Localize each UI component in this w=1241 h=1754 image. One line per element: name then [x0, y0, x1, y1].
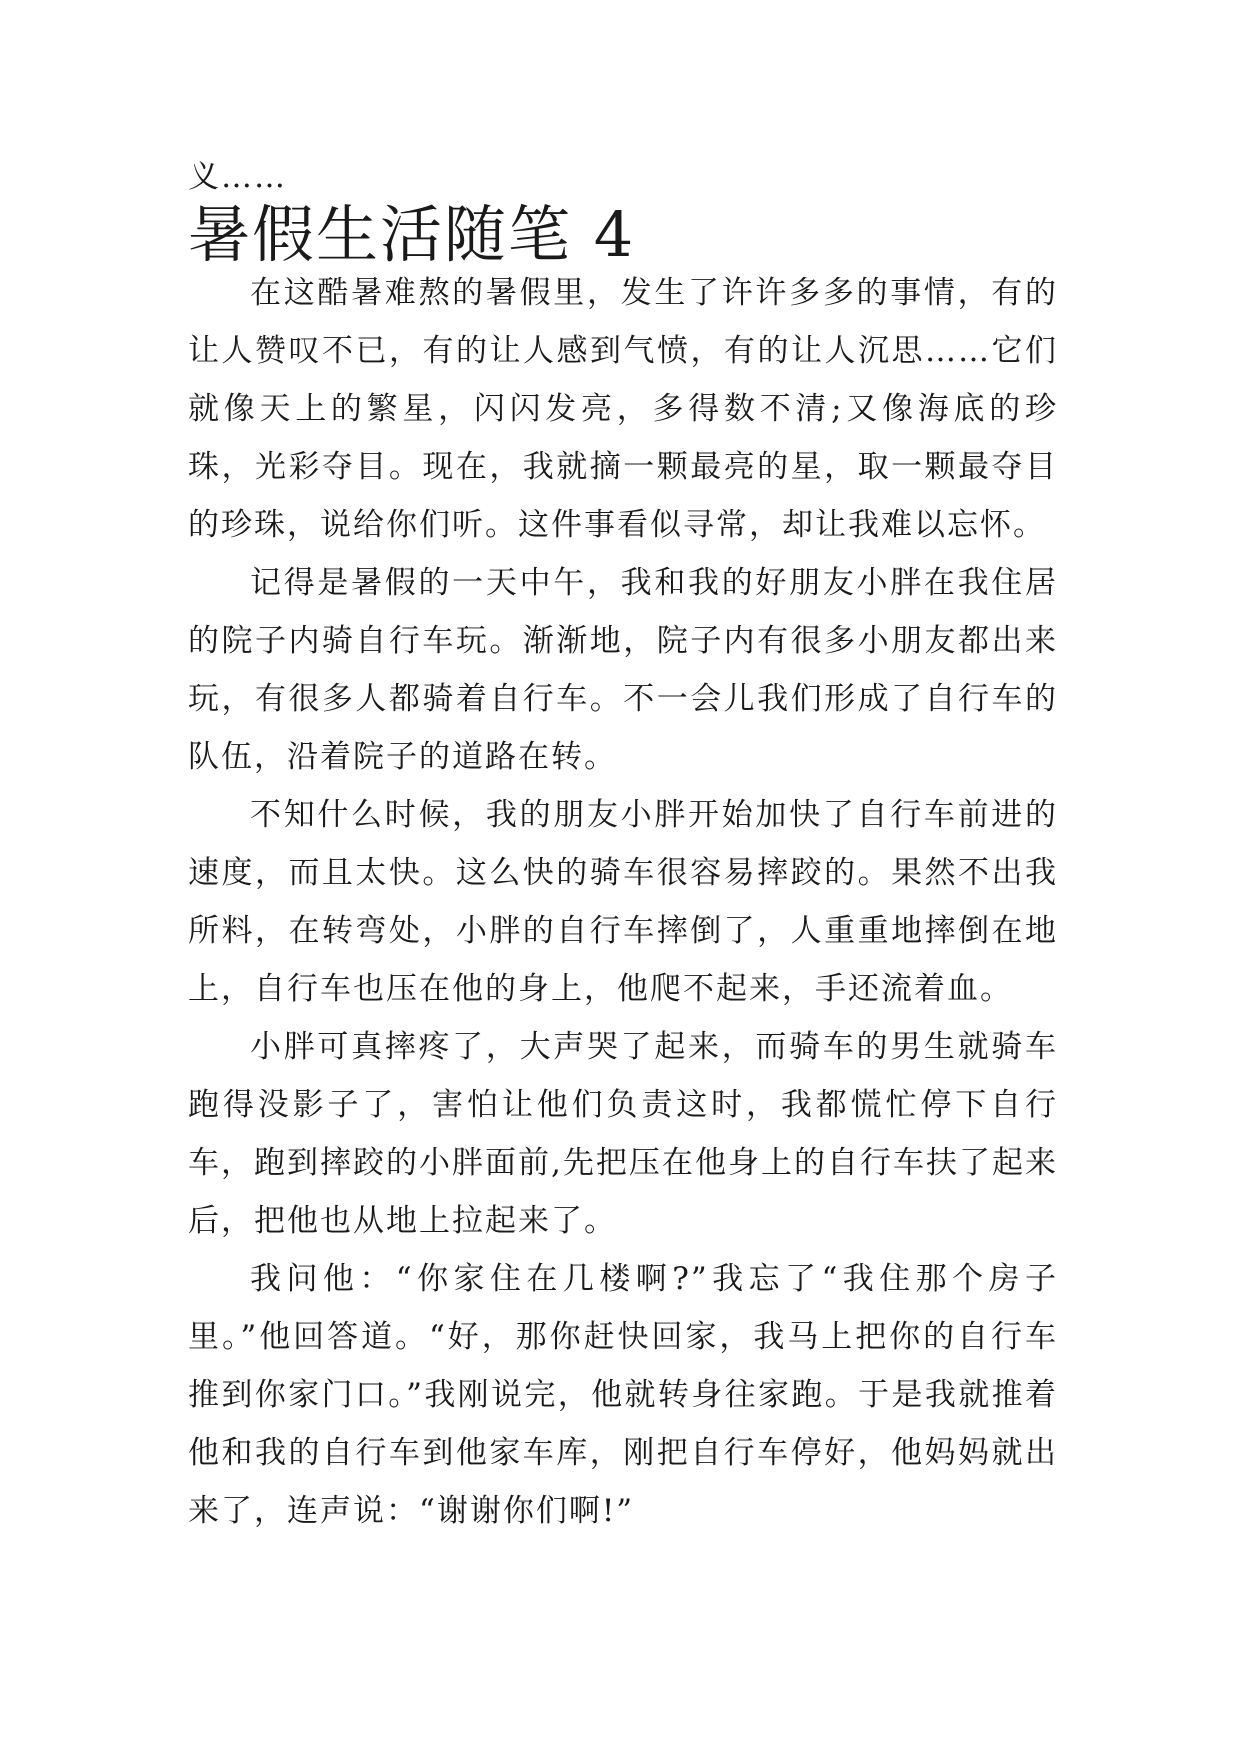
paragraph-4: 小胖可真摔疼了，大声哭了起来，而骑车的男生就骑车跑得没影子了，害怕让他们负责这时，我都慌忙停下自行车，跑到摔跤的小胖面前,先把压在他身上的自行车扶了起来后，把他也从地上拉起来了。	[188, 1029, 1058, 1239]
essay-title: 暑假生活随笔 4	[188, 198, 636, 271]
paragraph-3: 不知什么时候，我的朋友小胖开始加快了自行车前进的速度，而且太快。这么快的骑车很容易摔跤的。果然不出我所料，在转弯处，小胖的自行车摔倒了，人重重地摔倒在地上，自行车也压在他的身上，他爬不起来，手还流着血。	[188, 797, 1058, 1007]
document-body	[188, 148, 1058, 1540]
paragraph-2: 记得是暑假的一天中午，我和我的好朋友小胖在我住居的院子内骑自行车玩。渐渐地，院子内有很多小朋友都出来玩，有很多人都骑着自行车。不一会儿我们形成了自行车的队伍，沿着院子的道路在转。	[188, 565, 1058, 775]
paragraph-1: 在这酷暑难熬的暑假里，发生了许许多多的事情，有的让人赞叹不已，有的让人感到气愤，有的让人沉思……它们就像天上的繁星，闪闪发亮，多得数不清;又像海底的珍珠，光彩夺目。现在，我就摘一颗最亮的星，取一颗最夺目的珍珠，说给你们听。这件事看似寻常，却让我难以忘怀。	[188, 275, 1058, 543]
continuation-text: 义……	[188, 159, 287, 195]
paragraph-5: 我问他：“你家住在几楼啊?”我忘了“我住那个房子里。”他回答道。“好，那你赶快回家，我马上把你的自行车推到你家门口。”我刚说完，他就转身往家跑。于是我就推着他和我的自行车到他家车库，刚把自行车停好，他妈妈就出来了，连声说：“谢谢你们啊!”	[188, 1261, 1058, 1529]
